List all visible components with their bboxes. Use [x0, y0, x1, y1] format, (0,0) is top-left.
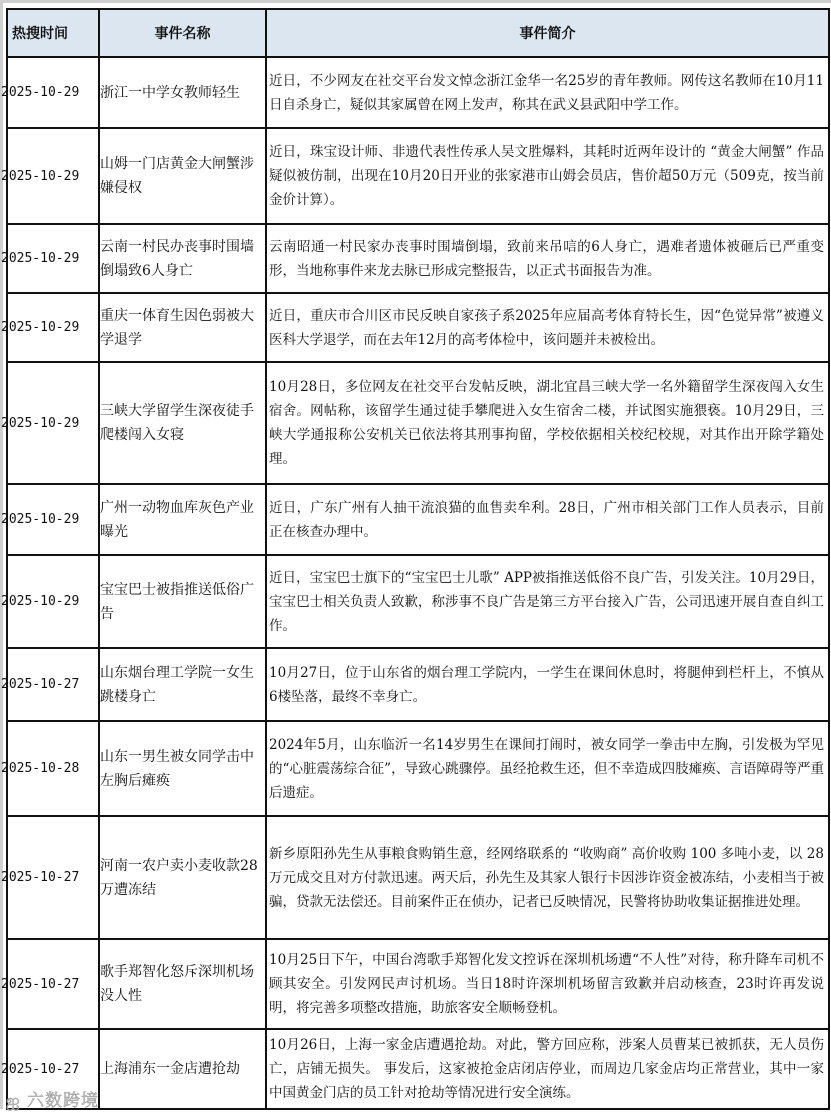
header-hot-search-time: 热搜时间 [7, 9, 99, 57]
hot-search-date: 2025-10-29 [1, 594, 80, 609]
event-name: 山东一男生被女同学击中左胸后瘫痪 [99, 721, 266, 816]
hot-search-date-cell [1, 362, 99, 484]
hot-search-date-cell [1, 555, 99, 648]
table-row [7, 293, 829, 362]
hot-search-date: 2025-10-29 [1, 251, 80, 266]
table-row [7, 224, 829, 293]
hot-search-date: 2025-10-27 [1, 677, 80, 692]
table-row [7, 128, 829, 224]
hot-search-date: 2025-10-29 [1, 320, 80, 335]
hot-search-date-cell [1, 128, 99, 224]
watermark-logo: ஐ 六数跨境 [6, 1091, 100, 1111]
hot-search-date-cell [1, 293, 99, 362]
hot-search-date-cell [1, 816, 99, 939]
event-name: 歌手郑智化怒斥深圳机场没人性 [99, 939, 266, 1029]
hot-search-date: 2025-10-29 [1, 85, 80, 100]
table-row [7, 648, 829, 721]
event-name: 宝宝巴士被指推送低俗广告 [99, 555, 266, 648]
event-summary: 近日，重庆市合川区市民反映自家孩子系2025年应届高考体育特长生，因“色觉异常”被遵义医科大学退学，而在去年12月的高考体检中，该问题并未被检出。 [266, 293, 829, 362]
hot-search-date-cell [1, 224, 99, 293]
event-summary: 云南昭通一村民家办丧事时围墙倒塌，致前来吊唁的6人身亡，遇难者遗体被砸后已严重变形，当地称事件来龙去脉已形成完整报告，以正式书面报告为准。 [266, 224, 829, 293]
table-row [7, 1029, 829, 1109]
table-row [7, 362, 829, 484]
event-summary: 新乡原阳孙先生从事粮食购销生意，经网络联系的 “收购商” 高价收购 100 多吨小麦，以 28 万元成交且对方付款迅速。两天后，孙先生及其家人银行卡因涉诈资金被冻结，小麦相当于被骗，贷款无法偿还。目前案件正在侦办，记者已反映情况，民警将协助收集证据推进处理。 [266, 816, 829, 939]
hot-search-date: 2025-10-27 [1, 976, 80, 992]
event-name: 山姆一门店黄金大闸蟹涉嫌侵权 [99, 128, 266, 224]
table-row [7, 816, 829, 939]
table-header-row [7, 9, 829, 57]
event-summary: 近日，珠宝设计师、非遗代表性传承人吴文胜爆料，其耗时近两年设计的 “黄金大闸蟹” 作品疑似被仿制，出现在10月20日开业的张家港市山姆会员店，售价超50万元（509克，按当前金价计算）。 [266, 128, 829, 224]
event-name: 浙江一中学女教师轻生 [99, 57, 266, 128]
hot-search-date: 2025-10-27 [1, 870, 80, 885]
hot-search-date-cell [1, 57, 99, 128]
hot-search-date-cell [1, 721, 99, 816]
hot-search-date: 2025-10-27 [1, 1061, 80, 1077]
event-summary: 10月26日，上海一家金店遭遇抢劫。对此，警方回应称，涉案人员曹某已被抓获，无人员伤亡，店铺无损失。 事发后，这家被抢金店闭店停业，而周边几家金店均正常营业，其中一家中国黄金门店的员工针对抢劫等情况进行安全演练。 [266, 1029, 829, 1109]
event-summary: 10月27日，位于山东省的烟台理工学院内，一学生在课间休息时，将腿伸到栏杆上，不慎从6楼坠落，最终不幸身亡。 [266, 648, 829, 721]
event-name: 云南一村民办丧事时围墙倒塌致6人身亡 [99, 224, 266, 293]
header-event-summary: 事件简介 [266, 9, 829, 57]
event-name: 山东烟台理工学院一女生跳楼身亡 [99, 648, 266, 721]
table-row [7, 939, 829, 1029]
table-row [7, 555, 829, 648]
hot-search-date: 2025-10-29 [1, 168, 80, 184]
event-summary: 10月25日下午，中国台湾歌手郑智化发文控诉在深圳机场遭“不人性”对待，称升降车司机不顾其安全。引发网民声讨机场。当日18时许深圳机场留言致歉并启动核查，23时许再发说明，将完善多项整改措施，助旅客安全顺畅登机。 [266, 939, 829, 1029]
hot-search-date: 2025-10-29 [1, 415, 80, 431]
hot-search-date-cell [1, 648, 99, 721]
hot-search-events-table [1, 8, 830, 1110]
event-summary: 10月28日，多位网友在社交平台发帖反映，湖北宜昌三峡大学一名外籍留学生深夜闯入女生宿舍。网帖称，该留学生通过徒手攀爬进入女生宿舍二楼，并试图实施猥亵。10月29日，三峡大学通报称公安机关已依法将其刑事拘留，学校依据相关校纪校规，对其作出开除学籍处理。 [266, 362, 829, 484]
event-name: 三峡大学留学生深夜徒手爬楼闯入女寝 [99, 362, 266, 484]
event-name: 上海浦东一金店遭抢劫 [99, 1029, 266, 1109]
event-summary: 近日，宝宝巴士旗下的“宝宝巴士儿歌” APP被指推送低俗不良广告，引发关注。10月29日，宝宝巴士相关负责人致歉，称涉事不良广告是第三方平台接入广告，公司迅速开展自查自纠工作。 [266, 555, 829, 648]
hot-search-date: 2025-10-28 [1, 761, 80, 776]
event-name: 重庆一体育生因色弱被大学退学 [99, 293, 266, 362]
event-summary: 近日，广东广州有人抽干流浪猫的血售卖牟利。28日，广州市相关部门工作人员表示，目前正在核查办理中。 [266, 484, 829, 555]
table-row [7, 57, 829, 128]
event-name: 河南一农户卖小麦收款28万遭冻结 [99, 816, 266, 939]
event-summary: 近日，不少网友在社交平台发文悼念浙江金华一名25岁的青年教师。网传这名教师在10月11日自杀身亡，疑似其家属曾在网上发声，称其在武义县武阳中学工作。 [266, 57, 829, 128]
event-summary: 2024年5月，山东临沂一名14岁男生在课间打闹时，被女同学一拳击中左胸，引发极为罕见的“心脏震荡综合征”，导致心跳骤停。虽经抢救生还，但不幸造成四肢瘫痪、言语障碍等严重后遗症。 [266, 721, 829, 816]
table-row [7, 484, 829, 555]
hot-search-date-cell [1, 484, 99, 555]
hot-search-date: 2025-10-29 [1, 512, 80, 527]
hot-search-date-cell [1, 939, 99, 1029]
table-row [7, 721, 829, 816]
header-event-name: 事件名称 [99, 9, 266, 57]
event-name: 广州一动物血库灰色产业曝光 [99, 484, 266, 555]
